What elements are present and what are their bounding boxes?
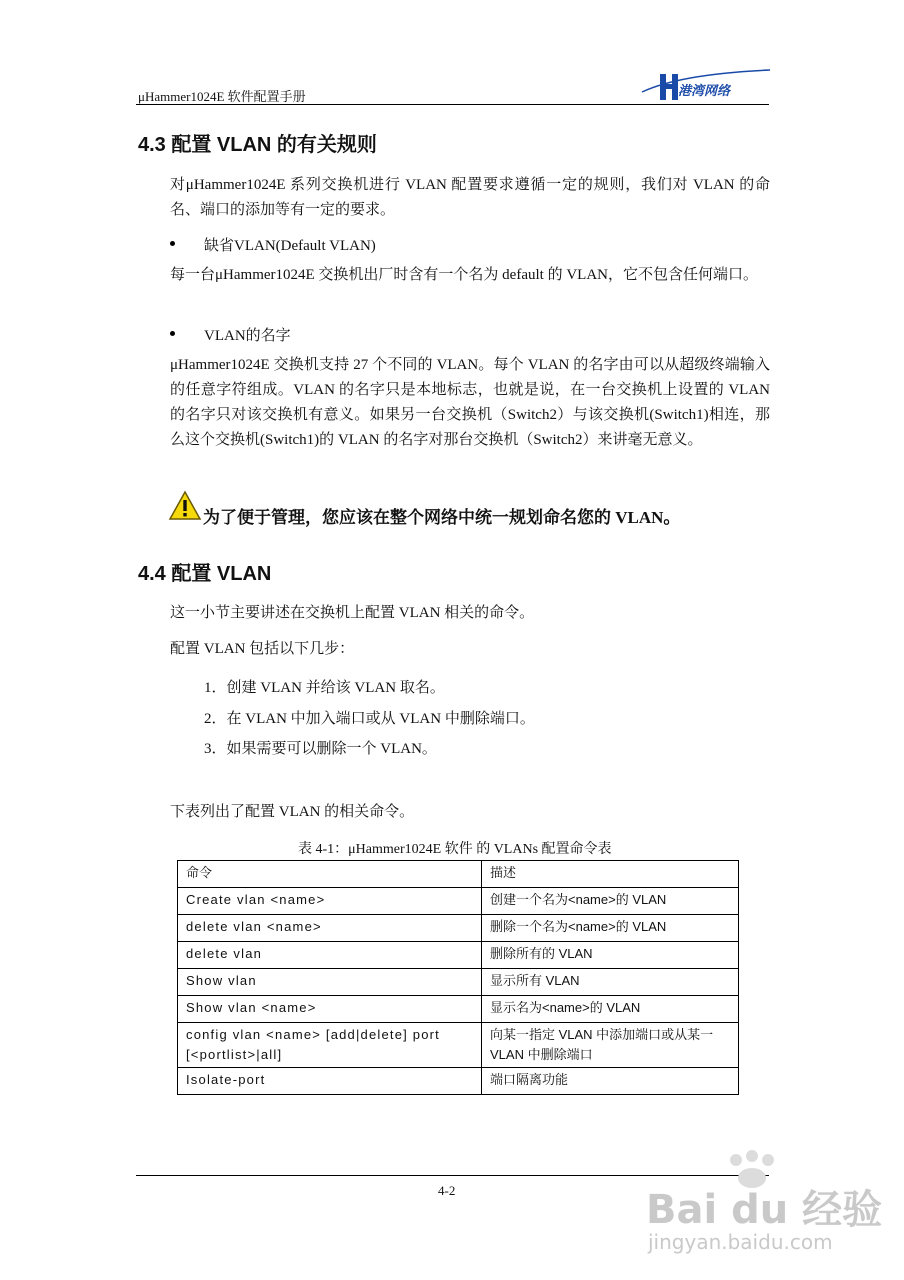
paragraph-intro-4-3: 对μHammer1024E 系列交换机进行 VLAN 配置要求遵循一定的规则，我们对 VLAN 的命名、端口的添加等有一定的要求。 <box>170 177 770 218</box>
table-row <box>178 942 739 969</box>
table-row <box>178 915 739 942</box>
description-cell: 删除所有的 VLAN <box>482 942 739 969</box>
command-cell: Show vlan <name> <box>178 996 482 1023</box>
section-heading-4-3: 4.3 配置 VLAN 的有关规则 <box>138 134 377 156</box>
page-number: 4-2 <box>438 1183 456 1198</box>
description-cell: 删除一个名为<name>的 VLAN <box>482 915 739 942</box>
command-cell: Show vlan <box>178 969 482 996</box>
header-divider <box>136 104 769 105</box>
watermark-url: jingyan.baidu.com <box>648 1230 833 1254</box>
bullet-label: 缺省VLAN(Default VLAN) <box>204 238 376 254</box>
description-cell: 创建一个名为<name>的 VLAN <box>482 888 739 915</box>
description-cell: 显示所有 VLAN <box>482 969 739 996</box>
paragraph-intro-4-4: 这一小节主要讲述在交换机上配置 VLAN 相关的命令。 <box>170 605 535 621</box>
paragraph-default-vlan: 每一台μHammer1024E 交换机出厂时含有一个名为 default 的 VLAN，它不包含任何端口。 <box>170 267 758 283</box>
company-logo <box>640 66 772 104</box>
description-cell: 端口隔离功能 <box>482 1068 739 1095</box>
warning-icon <box>168 490 202 522</box>
table-row <box>178 996 739 1023</box>
command-cell: delete vlan <box>178 942 482 969</box>
step-item-2: 2．在 VLAN 中加入端口或从 VLAN 中删除端口。 <box>204 711 535 727</box>
bullet-dot-icon <box>170 331 175 336</box>
table-row <box>178 1068 739 1095</box>
command-cell: Create vlan <name> <box>178 888 482 915</box>
paragraph-table-intro: 下表列出了配置 VLAN 的相关命令。 <box>170 804 415 820</box>
description-cell: 向某一指定 VLAN 中添加端口或从某一 VLAN 中删除端口 <box>482 1023 739 1068</box>
bullet-dot-icon <box>170 241 175 246</box>
paragraph-steps-intro: 配置 VLAN 包括以下几步： <box>170 641 355 657</box>
command-cell: config vlan <name> [add|delete] port [<portlist>|all] <box>178 1023 482 1068</box>
table-header-description: 描述 <box>482 861 739 888</box>
bullet-label: VLAN的名字 <box>204 328 291 344</box>
vlan-command-table <box>177 860 739 1095</box>
warning-note: 为了便于管理，您应该在整个网络中统一规划命名您的 VLAN。 <box>203 508 681 527</box>
watermark-brand: Bai du 经验 <box>646 1187 883 1233</box>
table-header-command: 命令 <box>178 861 482 888</box>
paragraph-vlan-name: μHammer1024E 交换机支持 27 个不同的 VLAN。每个 VLAN 的名字由可以从超级终端输入的任意字符组成。VLAN 的名字只是本地标志，也就是说，在一台交换机上设置的 VLAN 的名字只对该交换机有意义。如果另一台交换机（Switch2）与该交换机(Switch1)相连，那么这个交换机(Switch1)的 VLAN 的名字对那台交换机（Switch2）来讲毫无意义。 <box>170 357 770 448</box>
table-caption: 表 4-1：μHammer1024E 软件 的 VLANs 配置命令表 <box>298 842 612 857</box>
step-item-1: 1．创建 VLAN 并给该 VLAN 取名。 <box>204 680 445 696</box>
section-heading-4-4: 4.4 配置 VLAN <box>138 563 272 585</box>
step-item-3: 3．如果需要可以删除一个 VLAN。 <box>204 741 437 757</box>
command-cell: Isolate-port <box>178 1068 482 1095</box>
baidu-watermark <box>646 1150 886 1260</box>
description-cell: 显示名为<name>的 VLAN <box>482 996 739 1023</box>
logo-text: 港湾网络 <box>678 84 731 99</box>
table-row <box>178 1023 739 1068</box>
command-cell: delete vlan <name> <box>178 915 482 942</box>
table-header-row <box>178 861 739 888</box>
table-row <box>178 969 739 996</box>
running-header-title: μHammer1024E 软件配置手册 <box>138 89 306 104</box>
table-row <box>178 888 739 915</box>
